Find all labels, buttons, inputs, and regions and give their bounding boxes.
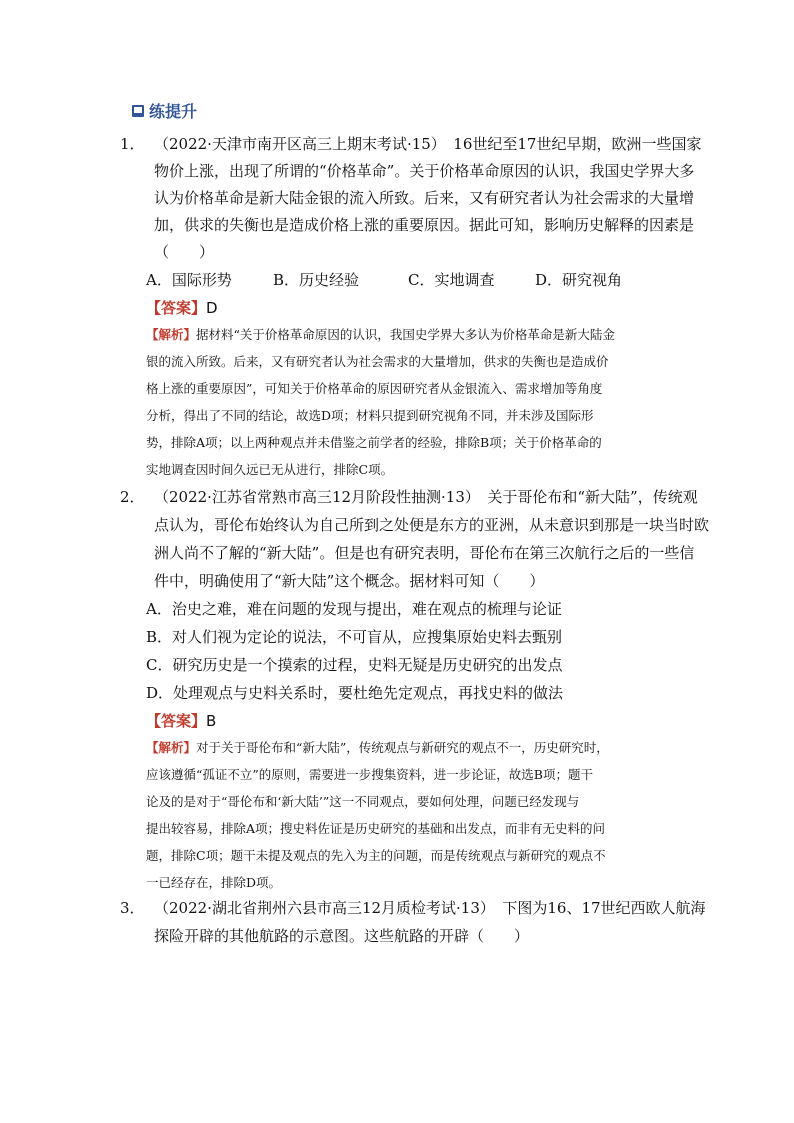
- option-d: D．处理观点与史料关系时，要杜绝先定观点，再找史料的做法: [146, 684, 564, 702]
- question-number: 3．: [120, 899, 145, 917]
- option-b: B．对人们视为定论的说法，不可盲从，应搜集原始史料去甄别: [146, 628, 563, 646]
- explanation-line: 银的流入所致。后来，又有研究者认为社会需求的大量增加，供求的失衡也是造成价: [146, 354, 609, 369]
- option-b: B．历史经验: [273, 271, 360, 289]
- explanation-line: 格上涨的重要原因”，可知关于价格革命的原因研究者从金银流入、需求增加等角度: [146, 381, 603, 396]
- explanation-line: 提出较容易，排除A项；搜史料佐证是历史研究的基础和出发点，而非有无史料的问: [146, 821, 606, 836]
- question-number: 2．: [120, 488, 145, 506]
- explanation-tag: 【解析】: [146, 740, 197, 755]
- question-text-line: （2022·天津市南开区高三上期末考试·15） 16世纪至17世纪早期，欧洲一些国家: [154, 135, 702, 153]
- explanation-line: 一已经存在，排除D项。: [146, 875, 282, 890]
- question-text-line: 认为价格革命是新大陆金银的流入所致。后来，又有研究者认为社会需求的大量增: [154, 189, 695, 207]
- answer-line: [146, 708, 216, 735]
- explanation-line: 题，排除C项；题干未提及观点的先入为主的问题，而是传统观点与新研究的观点不: [146, 848, 606, 863]
- question-text-line: （2022·湖北省荆州六县市高三12月质检考试·13） 下图为16、17世纪西欧人航海: [154, 899, 706, 917]
- explanation-line: 论及的是对于“哥伦布和‘新大陆’”这一不同观点，要如何处理，问题已经发现与: [146, 794, 580, 809]
- question-text-line: 点认为，哥伦布始终认为自己所到之处便是东方的亚洲，从未意识到那是一块当时欧: [154, 516, 710, 534]
- answer-tag: 【答案】: [146, 299, 207, 317]
- explanation-line: 【解析】对于关于哥伦布和“新大陆”，传统观点与新研究的观点不一，历史研究时，: [146, 740, 609, 755]
- explanation: [146, 734, 676, 896]
- question-text-line: （2022·江苏省常熟市高三12月阶段性抽测·13） 关于哥伦布和“新大陆”，传统观: [154, 488, 698, 506]
- explanation-line: 【解析】据材料“关于价格革命原因的认识，我国史学界大多认为价格革命是新大陆金: [146, 327, 615, 342]
- question-text-line: （ ）: [154, 243, 215, 261]
- question-text-line: 探险开辟的其他航路的示意图。这些航路的开辟（ ）: [154, 927, 530, 945]
- answer-value: D: [206, 299, 218, 317]
- question-text-line: 件中，明确使用了“新大陆”这个概念。据材料可知（ ）: [154, 572, 545, 590]
- option-c: C．研究历史是一个摸索的过程，史料无疑是历史研究的出发点: [146, 656, 563, 674]
- explanation: [146, 321, 676, 483]
- answer-line: [146, 295, 218, 322]
- explanation-line: 势，排除A项；以上两种观点并未借鉴之前学者的经验，排除B项；关于价格革命的: [146, 435, 602, 450]
- option-a: A．国际形势: [146, 271, 232, 289]
- section-heading: [131, 99, 197, 122]
- explanation-tag: 【解析】: [146, 327, 197, 342]
- question-text-line: 物价上涨，出现了所谓的“价格革命”。关于价格革命原因的认识，我国史学界大多: [154, 162, 695, 180]
- book-icon: [131, 104, 145, 118]
- option-a: A．治史之难，难在问题的发现与提出，难在观点的梳理与论证: [146, 600, 562, 618]
- question-number: 1．: [120, 135, 145, 153]
- section-title: 练提升: [149, 102, 198, 121]
- option-d: D．研究视角: [535, 271, 623, 289]
- explanation-line: 应该遵循“孤证不立”的原则，需要进一步搜集资料，进一步论证，故选B项；题干: [146, 767, 593, 782]
- option-c: C．实地调查: [408, 271, 495, 289]
- explanation-line: 分析，得出了不同的结论，故选D项；材料只提到研究视角不同，并未涉及国际形: [146, 408, 594, 423]
- answer-tag: 【答案】: [146, 712, 207, 730]
- question-text-line: 加，供求的失衡也是造成价格上涨的重要原因。据此可知，影响历史解释的因素是: [154, 216, 695, 234]
- question-text-line: 洲人尚不了解的“新大陆”。但是也有研究表明，哥伦布在第三次航行之后的一些信: [154, 544, 695, 562]
- answer-value: B: [206, 712, 217, 730]
- explanation-line: 实地调查因时间久远已无从进行，排除C项。: [146, 462, 394, 477]
